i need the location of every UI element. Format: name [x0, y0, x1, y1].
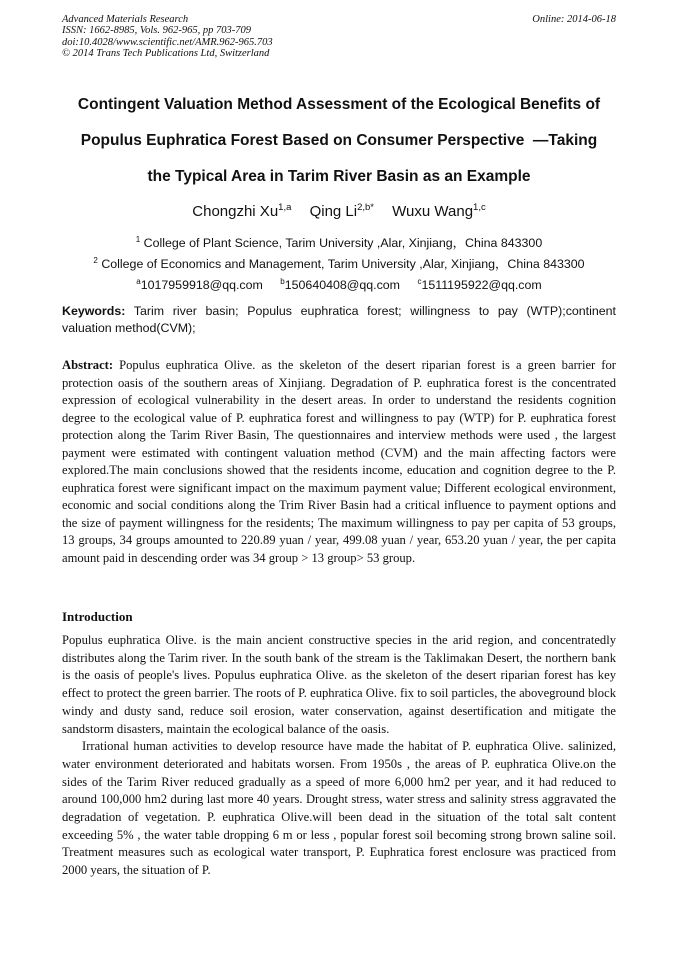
affiliations: [40, 231, 638, 294]
abstract-section: [62, 357, 616, 567]
title-line-1: Contingent Valuation Method Assessment of the Ecological Benefits of: [77, 96, 601, 113]
journal-header: [62, 14, 616, 60]
author-affil-mark: 2,b*: [357, 202, 374, 213]
journal-name: Advanced Materials Research: [62, 14, 189, 25]
doi-line[interactable]: doi:10.4028/www.scientific.net/AMR.962-965.703: [62, 36, 273, 48]
affiliation-text: College of Plant Science, Tarim University ,Alar, Xinjiang，China 843300: [143, 236, 543, 251]
affil-mark: 1: [135, 235, 141, 244]
affiliation-line: [40, 252, 638, 273]
abstract-label: Abstract:: [62, 358, 114, 372]
affiliation-text: College of Economics and Management, Tarim University ,Alar, Xinjiang，China 843300: [101, 257, 585, 272]
author-list: [40, 202, 638, 220]
keywords-text: Tarim river basin; Populus euphratica forest; willingness to pay (WTP);continent valuation method(CVM);: [62, 304, 616, 336]
email-mark: b: [280, 277, 285, 287]
affiliation-line: [40, 231, 638, 252]
keywords-section: [62, 303, 616, 338]
keywords-label: Keywords:: [62, 304, 126, 318]
author-name: Chongzhi Xu: [192, 203, 279, 220]
intro-paragraph: Irrational human activities to develop resource have made the habitat of P. euphratica Olive. salinized, water environment deteriorated and habitats worsen. From 1950s , the areas of P. euphratica Olive.on the sides of the Tarim River reduced gradually as a speed of more 6,000 hm2 per year, and it had reduced to around 100,000 hm2 during last more 40 years. Drought stress, water stress and salinity stress aggravated the degradation of vegetation. P. euphratica Olive.will been dead in the situation of the total salt content exceeding 5% , the water table dropping 6 m or less , popular forest soil becoming strong brown saline soil. Treatment measures such as ecological water transport, P. Euphratica forest enclosure was practiced from 2000 years, the situation of P.: [62, 739, 616, 878]
issn-line: ISSN: 1662-8985, Vols. 962-965, pp 703-709: [62, 25, 251, 37]
email-address[interactable]: 1511195922@qq.com: [421, 278, 542, 293]
author-affil-mark: 1,c: [473, 202, 486, 213]
title-line-3: the Typical Area in Tarim River Basin as an Example: [147, 168, 531, 185]
author-name: Qing Li: [309, 203, 358, 220]
introduction-heading: Introduction: [62, 609, 133, 624]
email-line: [40, 273, 638, 294]
author-name: Wuxu Wang: [392, 203, 474, 220]
email-address[interactable]: 150640408@qq.com: [284, 278, 400, 293]
abstract-text: Populus euphratica Olive. as the skeleton of the desert riparian forest is a green barrier for protection oasis of the southern areas of Xinjiang. Degradation of P. euphratica forest is the concentrated expression of ecological vulnerability in the desert areas. In order to understand the residents cognition degree to the ecological value of P. euphratica forest and willingness to pay (WTP) for P. euphratica forest protection along the Tarim River Basin, The questionnaires and interview methods were used , the largest payment were estimated with contingent valuation method (CVM) and the main affecting factors were explored.The main conclusions showed that the residents income, education and cognition degree to the P. euphratica forest were significant impact on the maximum payment value; Different ecological environment, economic and social conditions along the Trim River Basin had a critical influence to payment options and the size of payment willingness for the residents; The maximum willingness to pay per capita of 53 groups, 13 groups, 34 groups amounted to 220.89 yuan / year, 499.08 yuan / year, 653.20 yuan / year, the per capita amount paid in descending order was 34 group > 13 group> 53 group.: [62, 358, 616, 565]
author-affil-mark: 1,a: [278, 202, 292, 213]
email-mark: c: [417, 277, 422, 287]
paper-title: [40, 87, 638, 195]
affil-mark: 2: [93, 256, 98, 266]
copyright-line: © 2014 Trans Tech Publications Ltd, Switzerland: [62, 48, 270, 60]
email-address[interactable]: 1017959918@qq.com: [140, 278, 263, 293]
introduction-body: [62, 632, 616, 880]
intro-paragraph: Populus euphratica Olive. is the main ancient constructive species in the arid region, and concentratedly distributes along the Tarim river. In the south bank of the stream is the Taklimakan Desert, the northern bank is the oasis of people's lives. Populus euphratica Olive. as the skeleton of the desert riparian forest has key effect to protect the green barrier. The roots of P. euphratica Olive. fix to soil particles, the aboveground block windy and dusty sand, reduce soil erosion, water conservation, against desertification and mitigate the sandstorm disasters, maintain the ecological balance of the oasis.: [62, 633, 616, 736]
title-line-2: Populus Euphratica Forest Based on Consumer Perspective —Taking: [80, 132, 598, 149]
online-date: Online: 2014-06-18: [532, 14, 616, 25]
email-mark: a: [136, 277, 141, 287]
